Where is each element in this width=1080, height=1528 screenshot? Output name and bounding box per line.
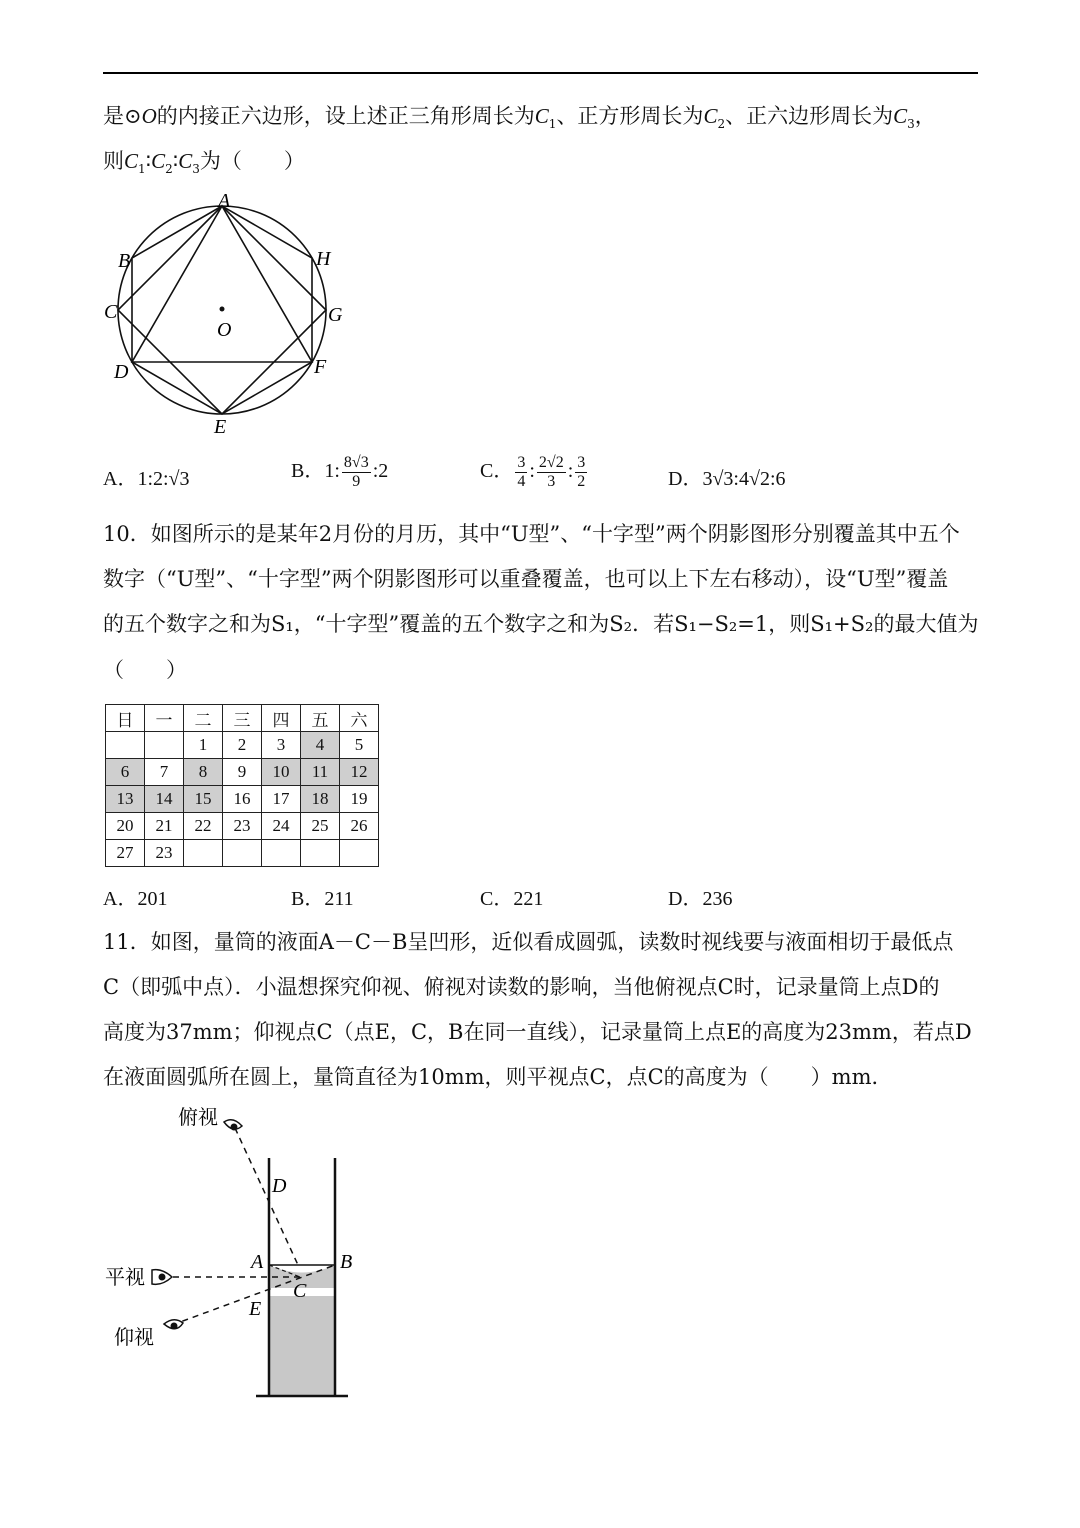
calendar-cell: 24 bbox=[262, 813, 301, 840]
q10-line2: 数字（“U型”、“十字型”两个阴影图形可以重叠覆盖，也可以上下左右移动），设“U型”覆盖 bbox=[103, 567, 949, 591]
calendar-cell: 23 bbox=[223, 813, 262, 840]
calendar-table bbox=[105, 704, 379, 867]
calendar-cell: 20 bbox=[106, 813, 145, 840]
calendar-row bbox=[106, 813, 379, 840]
calendar-row bbox=[106, 732, 379, 759]
calendar-cell: 15 bbox=[184, 786, 223, 813]
calendar-header: 五 bbox=[301, 705, 340, 732]
q9-line1: 是⊙O的内接正六边形，设上述正三角形周长为$C_1$、正方形周长为$C_2$、正六边形周长为$C_3$， bbox=[103, 104, 936, 132]
q9-line2: 则$C_1∶C_2∶C_3$为（ ） bbox=[103, 149, 305, 177]
calendar-cell: 26 bbox=[340, 813, 379, 840]
q10-line4: （ ） bbox=[103, 658, 187, 682]
center-dot bbox=[220, 307, 225, 312]
calendar-cell bbox=[223, 840, 262, 867]
calendar-cell: 5 bbox=[340, 732, 379, 759]
q9-option-a[interactable]: A．1:2:√3 bbox=[103, 468, 190, 490]
calendar-cell: 19 bbox=[340, 786, 379, 813]
label-c: C bbox=[293, 1280, 307, 1302]
q11-line2: C（即弧中点）．小温想探究仰视、俯视对读数的影响，当他俯视点C时，记录量筒上点D的 bbox=[103, 975, 940, 999]
label-e: E bbox=[214, 416, 227, 438]
calendar-cell: 22 bbox=[184, 813, 223, 840]
cylinder-figure bbox=[100, 1100, 400, 1410]
q10-option-b[interactable]: B．211 bbox=[291, 888, 354, 910]
bottom-eye-icon bbox=[164, 1320, 183, 1330]
calendar-cell: 1 bbox=[184, 732, 223, 759]
calendar-cell: 6 bbox=[106, 759, 145, 786]
label-d: D bbox=[114, 361, 129, 383]
top-view-line bbox=[235, 1128, 298, 1265]
calendar-header: 一 bbox=[145, 705, 184, 732]
calendar-cell: 21 bbox=[145, 813, 184, 840]
label-d: D bbox=[272, 1175, 287, 1197]
calendar-cell: 25 bbox=[301, 813, 340, 840]
q9-option-d[interactable]: D．3√3:4√2:6 bbox=[668, 468, 786, 490]
calendar-header: 二 bbox=[184, 705, 223, 732]
label-bottom-view: 仰视 bbox=[114, 1327, 154, 1349]
calendar-header: 日 bbox=[106, 705, 145, 732]
calendar-cell bbox=[301, 840, 340, 867]
q10-line1: 10．如图所示的是某年2月份的月历，其中“U型”、“十字型”两个阴影图形分别覆盖其中五个 bbox=[103, 522, 960, 546]
calendar-header: 六 bbox=[340, 705, 379, 732]
top-eye-icon bbox=[224, 1120, 242, 1131]
calendar-cell: 3 bbox=[262, 732, 301, 759]
calendar-cell: 14 bbox=[145, 786, 184, 813]
label-h: H bbox=[316, 248, 331, 270]
calendar-cell: 10 bbox=[262, 759, 301, 786]
calendar-cell: 9 bbox=[223, 759, 262, 786]
calendar-row bbox=[106, 759, 379, 786]
calendar-cell: 13 bbox=[106, 786, 145, 813]
calendar-cell: 12 bbox=[340, 759, 379, 786]
calendar-row bbox=[106, 786, 379, 813]
q10-line3: 的五个数字之和为S₁，“十字型”覆盖的五个数字之和为S₂．若S₁−S₂=1，则S₁+S₂的最大值为 bbox=[103, 612, 979, 636]
q11-line4: 在液面圆弧所在圆上，量筒直径为10mm，则平视点C，点C的高度为（ ）mm． bbox=[103, 1065, 893, 1089]
calendar-cell: 7 bbox=[145, 759, 184, 786]
calendar-cell: 4 bbox=[301, 732, 340, 759]
calendar-cell: 16 bbox=[223, 786, 262, 813]
q10-option-c[interactable]: C．221 bbox=[480, 888, 544, 910]
label-a: A bbox=[251, 1251, 264, 1273]
calendar-cell bbox=[184, 840, 223, 867]
q11-line3: 高度为37mm；仰视点C（点E，C，B在同一直线），记录量筒上点E的高度为23mm，若点D bbox=[103, 1020, 972, 1044]
calendar-cell: 17 bbox=[262, 786, 301, 813]
q10-option-d[interactable]: D．236 bbox=[668, 888, 733, 910]
label-g: G bbox=[328, 304, 343, 326]
calendar-header-row bbox=[106, 705, 379, 732]
label-b: B bbox=[118, 250, 131, 272]
calendar-cell: 18 bbox=[301, 786, 340, 813]
calendar-row bbox=[106, 840, 379, 867]
calendar-header: 四 bbox=[262, 705, 301, 732]
label-a: A bbox=[218, 190, 231, 212]
calendar-cell: 27 bbox=[106, 840, 145, 867]
level-eye-icon bbox=[152, 1270, 172, 1285]
label-f: F bbox=[314, 356, 327, 378]
q11-line1: 11．如图，量筒的液面A－C－B呈凹形，近似看成圆弧，读数时视线要与液面相切于最低点 bbox=[103, 930, 954, 954]
label-o: O bbox=[217, 319, 232, 341]
calendar-cell: 23 bbox=[145, 840, 184, 867]
calendar-cell bbox=[145, 732, 184, 759]
calendar-cell bbox=[340, 840, 379, 867]
label-level-view: 平视 bbox=[105, 1267, 145, 1289]
label-e: E bbox=[249, 1298, 262, 1320]
label-top-view: 俯视 bbox=[178, 1107, 218, 1129]
header-rule bbox=[103, 72, 978, 74]
q10-option-a[interactable]: A．201 bbox=[103, 888, 168, 910]
q9-option-b[interactable]: B．1: $\frac{8√3}{9}$ :2 bbox=[291, 454, 389, 490]
calendar-cell bbox=[106, 732, 145, 759]
calendar-cell bbox=[262, 840, 301, 867]
calendar-cell: 2 bbox=[223, 732, 262, 759]
calendar-cell: 8 bbox=[184, 759, 223, 786]
label-b: B bbox=[340, 1251, 353, 1273]
q9-polygon-figure bbox=[90, 185, 360, 445]
calendar-cell: 11 bbox=[301, 759, 340, 786]
q9-option-c[interactable]: C． $\frac{3}{4}$ : $\frac{2√2}{3}$ : $\frac{3}{2}$ bbox=[480, 454, 586, 490]
calendar-header: 三 bbox=[223, 705, 262, 732]
label-c: C bbox=[104, 301, 118, 323]
